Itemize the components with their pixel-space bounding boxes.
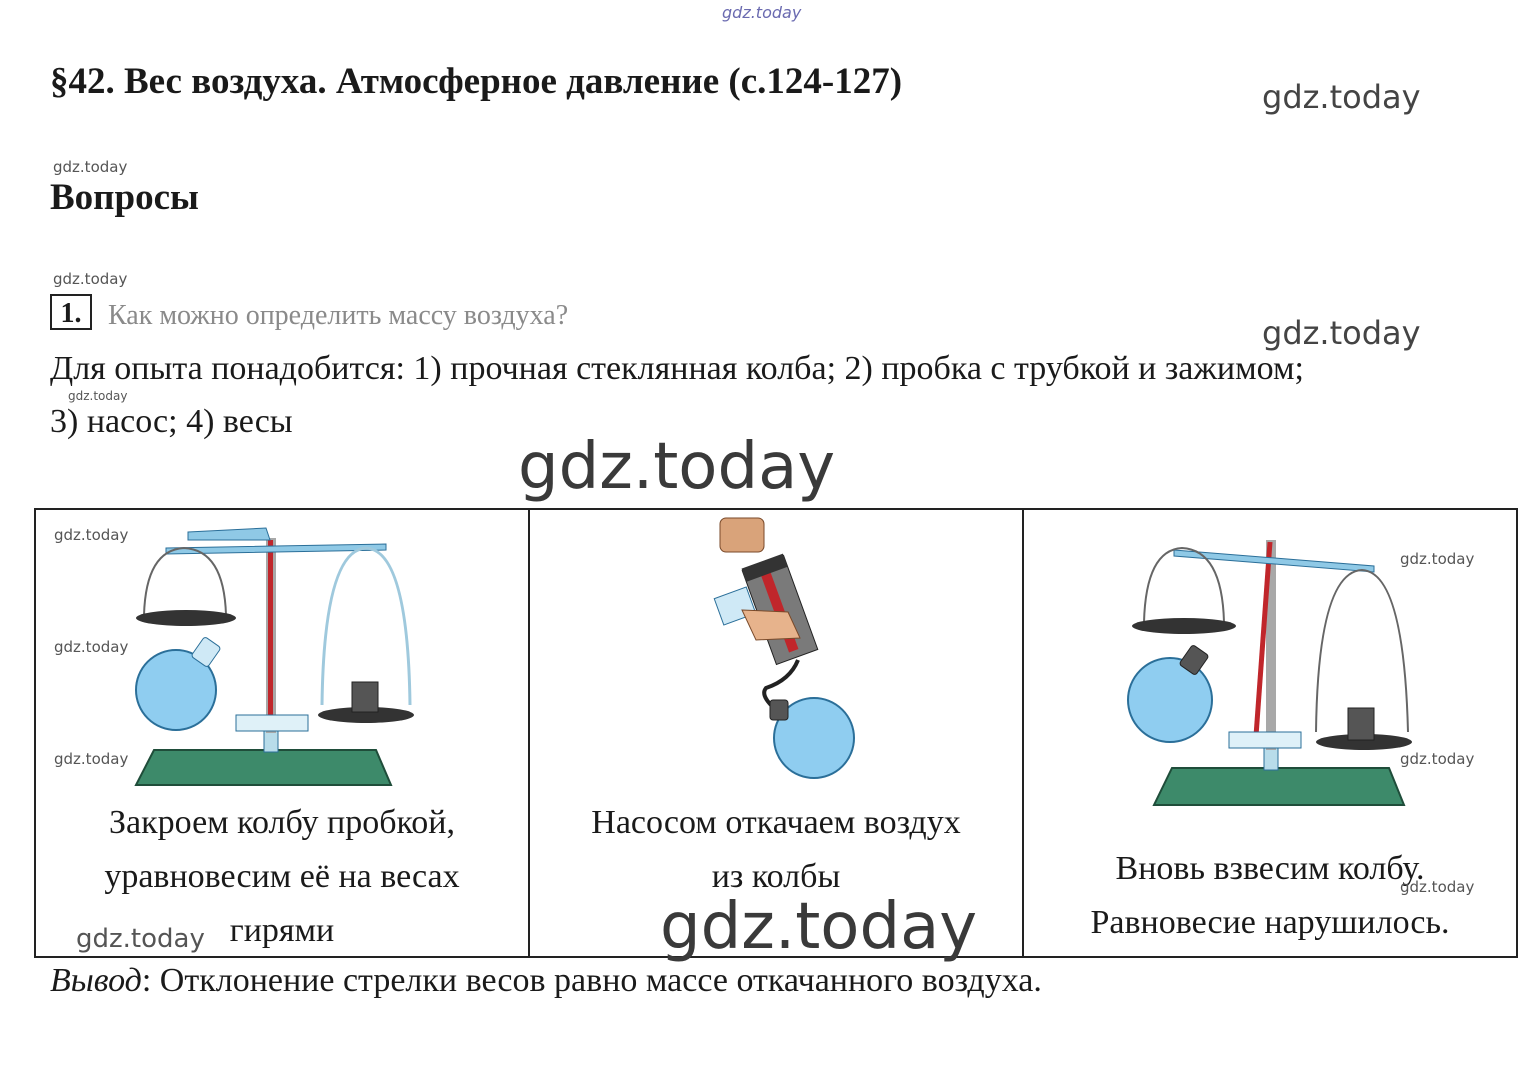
watermark: gdz.today: [660, 890, 978, 964]
watermark: gdz.today: [53, 270, 128, 288]
caption-line: из колбы: [711, 858, 841, 895]
experiment-panels: [34, 508, 1518, 964]
caption-line: Вновь взвесим колбу.: [1115, 850, 1425, 887]
answer-line-2: 3) насос; 4) весы: [50, 403, 293, 440]
flask: [1128, 658, 1212, 742]
watermark: gdz.today: [54, 638, 129, 656]
panel-balanced-scale: [36, 510, 530, 956]
watermark: gdz.today: [54, 526, 129, 544]
caption-line: Насосом откачаем воздух: [591, 804, 961, 841]
conclusion-text: : Отклонение стрелки весов равно массе откачанного воздуха.: [141, 962, 1042, 999]
panel-caption: [530, 796, 1022, 904]
panel-imbalanced-scale: [1024, 510, 1516, 956]
watermark: gdz.today: [1262, 314, 1421, 352]
watermark: gdz.today: [1262, 78, 1421, 116]
scale-base: [136, 750, 391, 785]
caption-line: уравновесим её на весах: [104, 858, 460, 895]
conclusion-label: Вывод: [50, 962, 142, 999]
watermark: gdz.today: [76, 924, 205, 954]
watermark-top: gdz.today: [722, 3, 802, 22]
weight: [1348, 708, 1374, 740]
question-number: 1.: [50, 294, 92, 330]
watermark: gdz.today: [1400, 878, 1475, 896]
panel-pump: [530, 510, 1024, 964]
caption-line: гирями: [229, 912, 335, 949]
question-text: Как можно определить массу воздуха?: [108, 300, 569, 331]
watermark: gdz.today: [1400, 750, 1475, 768]
watermark: gdz.today: [1400, 550, 1475, 568]
panel-caption: [1024, 842, 1516, 950]
caption-line: Закроем колбу пробкой,: [109, 804, 455, 841]
answer-line-1: Для опыта понадобится: 1) прочная стеклянная колба; 2) пробка с трубкой и зажимом;: [50, 350, 1304, 387]
pump-illustration: [530, 510, 1024, 800]
hand: [720, 518, 764, 552]
section-title: Вопросы: [50, 177, 199, 218]
watermark: gdz.today: [518, 430, 836, 504]
left-pan: [1132, 618, 1236, 634]
caption-line: Равновесие нарушилось.: [1090, 904, 1450, 941]
scale-pointer: [268, 540, 273, 730]
scale-base: [1154, 768, 1404, 805]
conclusion: [50, 962, 1042, 1000]
watermark: gdz.today: [53, 158, 128, 176]
page-title: §42. Вес воздуха. Атмосферное давление (с.124-127): [50, 61, 903, 102]
watermark: gdz.today: [54, 750, 129, 768]
weight: [352, 682, 378, 712]
left-pan: [136, 610, 236, 626]
watermark: gdz.today: [68, 389, 128, 403]
